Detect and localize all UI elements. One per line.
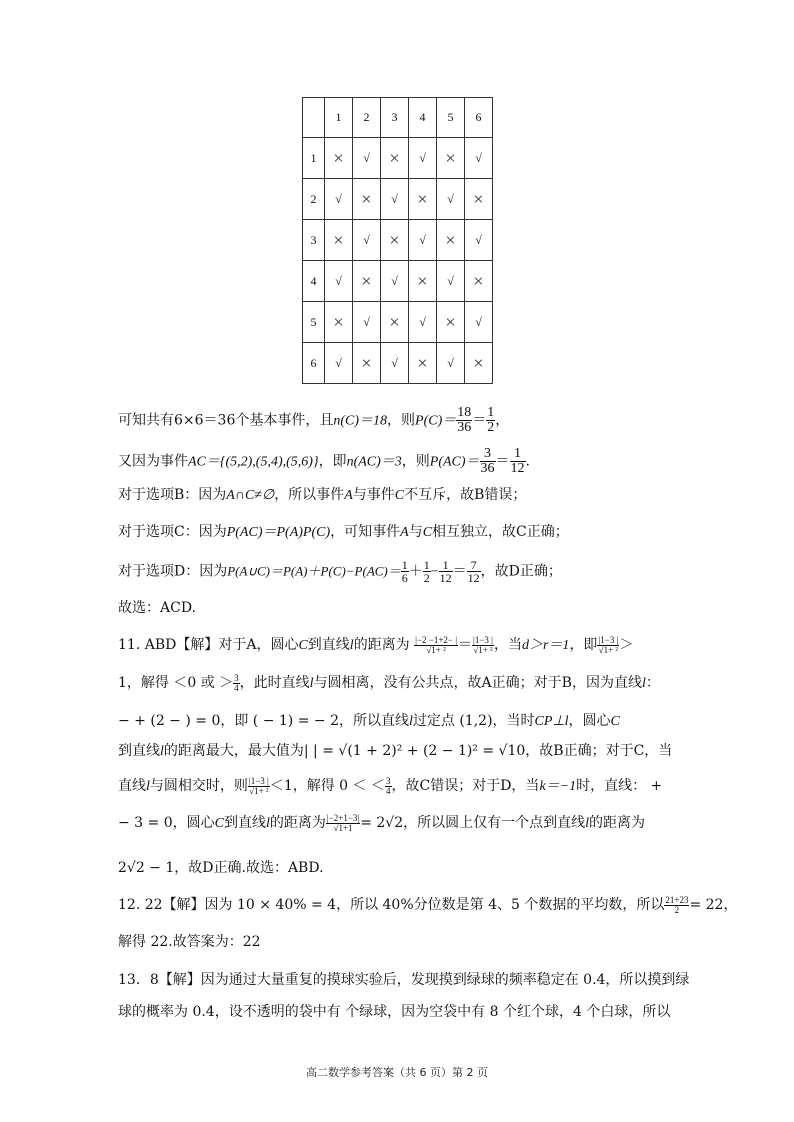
text: − + (2 − ) = 0，即 ( − 1) = − 2，所以直线 — [118, 713, 409, 729]
fraction-3-36: $\frac{3}{36}$ — [480, 446, 495, 476]
text: 与 — [408, 524, 423, 540]
text: 时，直线： + — [576, 778, 663, 794]
equals: ＝ — [452, 564, 467, 580]
text: ，可知事件 — [330, 524, 401, 540]
line-basic-events — [118, 406, 509, 435]
row-header: 5 — [303, 302, 325, 343]
text: 与事件 — [352, 487, 395, 503]
fraction-distance-5: $\frac{|-2+1-3|}{√1+1}$ — [326, 812, 360, 833]
math: C — [298, 638, 308, 653]
text: 12. 22【解】因为 10 × 40% = 4，所以 40%分位数是第 4、5 个数据的平均数，所以 — [118, 897, 665, 913]
line-option-c — [118, 521, 569, 544]
check-mark: √ — [381, 179, 409, 220]
cross-mark: × — [325, 220, 353, 261]
text: ，当 — [493, 637, 522, 653]
table-header-row — [303, 98, 493, 138]
row-header: 2 — [303, 179, 325, 220]
math: l — [349, 638, 354, 653]
line-p11-3 — [118, 710, 620, 733]
fraction-3-4: $\frac{3}{4}$ — [234, 672, 239, 693]
cross-mark: × — [437, 220, 465, 261]
check-mark: √ — [353, 220, 381, 261]
text: ＞ — [619, 637, 634, 653]
text: ： — [645, 675, 660, 691]
equals: ＝ — [458, 638, 473, 653]
line-p11-5 — [118, 775, 662, 798]
line-p11-2 — [118, 672, 660, 695]
math: A∩C≠∅ — [226, 488, 275, 503]
text: 1，解得 ＜0 或 ＞ — [118, 675, 234, 691]
check-mark: √ — [465, 302, 493, 343]
cross-mark: × — [465, 261, 493, 302]
text: 13．8【解】因为通过大量重复的摸球实验后，发现摸到绿球的频率稳定在 0.4，所以摸到绿 — [118, 972, 690, 988]
check-mark: √ — [465, 220, 493, 261]
check-mark: √ — [353, 138, 381, 179]
cross-mark: × — [437, 138, 465, 179]
math: CP⊥l — [534, 714, 569, 729]
text: 11. ABD【解】对于A，圆心 — [118, 637, 299, 653]
check-mark: √ — [437, 179, 465, 220]
fraction-distance-2: $\frac{|1-3 |}{\text{√1+ ²}}$ — [473, 634, 493, 655]
math: C — [610, 714, 620, 729]
cross-mark: × — [381, 302, 409, 343]
text: 故选：ACD. — [118, 600, 196, 616]
cross-mark: × — [353, 343, 381, 384]
text: ，所以事件 — [274, 487, 345, 503]
cross-mark: × — [325, 302, 353, 343]
line-p12-2 — [118, 931, 261, 953]
text: = 2√2，所以圆上仅有一个点到直线 — [360, 815, 586, 831]
text: 可知共有6×6＝36个基本事件，且 — [118, 412, 334, 429]
math: P(AC)＝P(A)P(C) — [226, 525, 331, 540]
text: ，即 — [569, 637, 598, 653]
check-mark: √ — [381, 343, 409, 384]
line-p13-2 — [118, 1001, 670, 1023]
line-p11-4 — [118, 740, 672, 763]
math: C — [394, 488, 405, 503]
column-header: 4 — [409, 98, 437, 138]
check-mark: √ — [465, 138, 493, 179]
text: ，则 — [401, 453, 430, 470]
line-answer-10 — [118, 597, 196, 619]
math: l — [585, 816, 590, 831]
text: 与圆相交时，则 — [149, 778, 248, 794]
math-ac-set: AC＝{(5,2),(5,4),(5,6)} — [188, 454, 319, 470]
text: 又因为事件 — [118, 453, 188, 470]
check-mark: √ — [325, 261, 353, 302]
text: 解得 22.故答案为：22 — [118, 934, 261, 950]
text: 与圆相离，没有公共点，故A正确；对于B，因为直线 — [313, 675, 642, 691]
text: ，圆心 — [568, 713, 611, 729]
row-header: 3 — [303, 220, 325, 261]
row-header: 1 — [303, 138, 325, 179]
cross-mark: × — [465, 343, 493, 384]
column-header: 6 — [465, 98, 493, 138]
line-p11-6 — [118, 812, 645, 835]
text: ，此时直线 — [239, 675, 310, 691]
cross-mark: × — [437, 302, 465, 343]
cross-mark: × — [353, 179, 381, 220]
plus: ＋ — [408, 564, 423, 580]
cross-mark: × — [409, 343, 437, 384]
math-nac: n(AC)＝3 — [346, 454, 402, 470]
math: C — [422, 525, 433, 540]
check-mark: √ — [353, 302, 381, 343]
math: l — [309, 676, 314, 691]
table-row — [303, 343, 493, 384]
math: A — [400, 525, 409, 540]
line-option-d — [118, 559, 562, 584]
line-p11-7 — [118, 857, 324, 879]
check-mark: √ — [381, 261, 409, 302]
math-pac: P(AC)＝ — [429, 454, 480, 470]
table-row — [303, 261, 493, 302]
row-header: 4 — [303, 261, 325, 302]
fraction-distance: $\frac{|-2 -1+2- |}{\text{√1+ ²}}$ — [415, 634, 458, 655]
equals: ＝ — [495, 454, 510, 470]
text: ，故D正确； — [480, 563, 562, 580]
text: 到直线 — [223, 815, 266, 831]
text: ，则 — [387, 412, 416, 429]
column-header: 5 — [437, 98, 465, 138]
text: 的距离最大，最大值为| | = √(1 + 2)² + (2 − 1)² = √10，故B正确；对于C，当 — [163, 743, 673, 759]
cross-mark: × — [465, 179, 493, 220]
fraction-3-4: $\frac{3}{4}$ — [386, 775, 391, 796]
math: l — [265, 816, 270, 831]
check-mark: √ — [409, 302, 437, 343]
page-footer: 高二数学参考答案（共 6 页）第 2 页 — [306, 1066, 488, 1079]
cross-mark: × — [353, 261, 381, 302]
line-p12-1 — [118, 894, 737, 916]
fraction-1-2: $\frac{1}{2}$ — [487, 405, 495, 435]
text: 对于选项D：因为 — [118, 563, 228, 580]
text: ， — [495, 412, 510, 429]
text: 到直线 — [118, 743, 160, 759]
check-mark: √ — [409, 220, 437, 261]
cross-mark: × — [381, 138, 409, 179]
text: ＜1，解得 0 ＜ ＜ — [269, 778, 385, 794]
check-mark: √ — [437, 261, 465, 302]
text: 的距离为 — [353, 637, 410, 653]
check-mark: √ — [325, 179, 353, 220]
equals: ＝ — [472, 413, 487, 429]
table-row — [303, 179, 493, 220]
check-mark: √ — [325, 343, 353, 384]
math: d＞r＝1 — [521, 638, 570, 653]
math: l — [160, 744, 164, 759]
line-option-b — [118, 484, 526, 507]
table-row — [303, 220, 493, 261]
check-mark: √ — [437, 343, 465, 384]
fraction-7-12: $\frac{7}{12}$ — [467, 558, 480, 585]
fraction-1-12: $\frac{1}{12}$ — [510, 446, 525, 476]
line-event-ac — [118, 447, 530, 476]
column-header: 1 — [325, 98, 353, 138]
fraction-18-36: $\frac{18}{36}$ — [457, 405, 472, 435]
column-header: 2 — [353, 98, 381, 138]
column-header: 3 — [381, 98, 409, 138]
math: C — [214, 816, 224, 831]
text: 直线 — [118, 778, 146, 794]
cross-mark: × — [409, 179, 437, 220]
table-row — [303, 138, 493, 179]
column-header — [303, 98, 325, 138]
math-nc: n(C)＝18 — [333, 413, 388, 429]
text: − 3 = 0，圆心 — [118, 815, 215, 831]
minus: − — [430, 564, 439, 580]
cross-mark: × — [325, 138, 353, 179]
text: . — [525, 453, 530, 470]
text: ，故C错误；对于D，当 — [391, 778, 540, 794]
line-p11-1 — [118, 634, 633, 657]
text: 相互独立，故C正确； — [432, 524, 569, 540]
row-header: 6 — [303, 343, 325, 384]
math: k＝−1 — [539, 779, 577, 794]
text: = 22， — [689, 897, 738, 913]
text: 的距离为 — [589, 815, 646, 831]
fraction-1-2: $\frac{1}{2}$ — [423, 558, 430, 585]
fraction-mean: $\frac{21+23}{2}$ — [665, 894, 689, 915]
fraction-1-6: $\frac{1}{6}$ — [401, 558, 408, 585]
cross-mark: × — [381, 220, 409, 261]
fraction-1-12: $\frac{1}{12}$ — [439, 558, 452, 585]
text: 球的概率为 0.4，设不透明的袋中有 个绿球，因为空袋中有 8 个红个球，4 个白球，所以 — [118, 1004, 671, 1020]
text: 对于选项B：因为 — [118, 487, 227, 503]
table-row — [303, 302, 493, 343]
line-p13-1 — [118, 969, 689, 991]
check-mark: √ — [409, 138, 437, 179]
math: l — [641, 676, 646, 691]
math: A — [344, 488, 353, 503]
outcome-table — [302, 97, 493, 384]
fraction-distance-3: $\frac{|1-3 |}{\text{√1+ ²}}$ — [598, 634, 619, 655]
math: l — [146, 779, 150, 794]
text: 对于选项C：因为 — [118, 524, 227, 540]
text: 2√2 − 1，故D正确.故选：ABD. — [118, 860, 324, 876]
math: l — [409, 714, 413, 729]
cross-mark: × — [409, 261, 437, 302]
math: P(A∪C)＝P(A)＋P(C)−P(AC)＝ — [227, 563, 401, 579]
text: 的距离为 — [269, 815, 326, 831]
fraction-distance-4: $\frac{|1-3 |}{\text{√1+ ²}}$ — [248, 775, 269, 796]
text: 过定点 (1,2)，当时 — [412, 713, 535, 729]
text: 到直线 — [307, 637, 350, 653]
text: ，即 — [318, 453, 347, 470]
text: 不互斥，故B错误； — [404, 487, 527, 503]
math-pc: P(C)＝ — [415, 413, 457, 429]
